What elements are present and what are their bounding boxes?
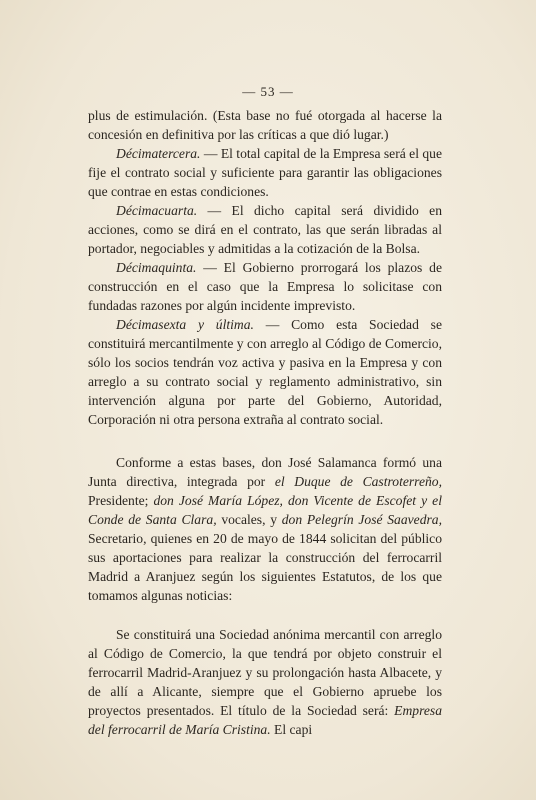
paragraph-text: — Como esta Sociedad se constituirá mercantilmente y con arreglo al Código de Comercio, sólo los socios tendrán voz activa y pasiva en la Empresa y con arreglo a su contrato social y reglamento administrativo, sin intervención alguna por parte del Gobierno, Autoridad, Corporación ni otra persona extraña al contrato social. xyxy=(88,317,442,427)
italic-run: don Pelegrín José Saavedra, xyxy=(281,512,443,527)
text-run: Secretario, quienes en 20 de mayo de 1844 solicitan del público sus aportaciones para realizar la construcción del ferrocarril Madrid a Aranjuez según los siguientes Estatutos, de los que tomamos algunas noticias: xyxy=(88,531,442,603)
text-run: Presidente; xyxy=(88,493,154,508)
text-run: Se constituirá una Sociedad anónima mercantil con arreglo al Código de Comercio, la que tendrá por objeto construir el ferrocarril Madrid-Aranjuez y su prolongación hasta Albacete, y de allí a Alicante, siempre que el Gobierno apruebe los proyectos presentados. El título de la Sociedad será: xyxy=(88,627,442,718)
base-decimacuarta xyxy=(88,201,442,258)
base-decimasexta xyxy=(88,315,442,429)
base-continuation xyxy=(88,106,442,144)
base-decimatercera xyxy=(88,144,442,201)
paragraph-text: — El total capital de la Empresa será el que fije el contrato social y suficiente para garantir las obligaciones que contrae en estas condiciones. xyxy=(88,146,443,199)
italic-run: el Duque de Castroterreño, xyxy=(274,474,442,489)
page-number: — 53 — xyxy=(242,84,294,99)
base-decimaquinta xyxy=(88,258,442,315)
italic-run: Empresa del ferrocarril de María Cristina. xyxy=(88,703,442,737)
text-run: Conforme a estas bases, don José Salamanca formó una Junta directiva, integrada por xyxy=(88,455,442,489)
paragraph-text: — El Gobierno prorrogará los plazos de construcción en el caso que la Empresa lo solicitase con fundadas razones por algún incidente imprevisto. xyxy=(88,260,442,313)
paragraph-junta-directiva xyxy=(88,453,442,605)
paragraph-text: — El dicho capital será dividido en acciones, como se dirá en el contrato, las que serán libradas al portador, negociables y admitidas a la cotización de la Bolsa. xyxy=(88,203,442,256)
page-body xyxy=(88,106,442,739)
base-label: Décimaquinta. xyxy=(116,260,197,275)
text-run: vocales, y xyxy=(216,512,282,527)
text-run: El capi xyxy=(270,722,313,737)
paragraph-text: plus de estimulación. (Esta base no fué otorgada al hacerse la concesión en definitiva por las críticas a que dió lugar.) xyxy=(88,108,442,142)
paragraph-sociedad xyxy=(88,625,442,739)
base-label: Décimacuarta. xyxy=(116,203,198,218)
italic-run: don José María López, don Vicente de Escofet y el Conde de Santa Clara, xyxy=(88,493,442,527)
base-label: Décimatercera. xyxy=(116,146,201,161)
base-label: Décimasexta y última. xyxy=(116,317,254,332)
